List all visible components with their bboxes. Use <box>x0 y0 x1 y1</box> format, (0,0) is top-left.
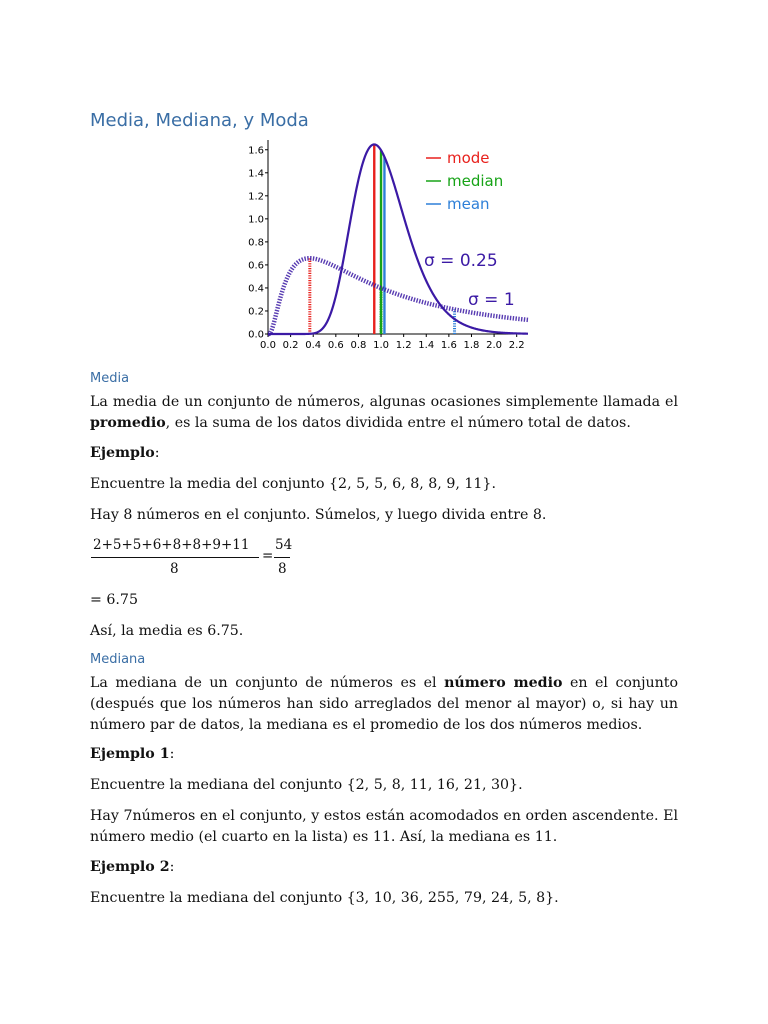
fraction2-bar <box>274 557 290 558</box>
media-conclusion: Así, la media es 6.75. <box>90 623 244 639</box>
x-tick-label: 1.2 <box>395 340 412 351</box>
media-example-question: Encuentre la media del conjunto {2, 5, 5, 6, 8, 8, 9, 11}. <box>90 476 496 492</box>
legend-label-mode: mode <box>447 149 490 167</box>
x-tick-label: 1.4 <box>418 340 435 351</box>
mediana-example1-label: Ejemplo 1: <box>90 746 175 762</box>
fraction-numerator: 2+5+5+6+8+8+9+11 <box>93 537 250 553</box>
x-tick-label: 1.0 <box>373 340 389 351</box>
fraction-equals: = <box>262 548 274 564</box>
legend-label-median: median <box>447 172 504 190</box>
media-example-instruction: Hay 8 números en el conjunto. Súmelos, y luego divida entre 8. <box>90 507 547 523</box>
mediana-example1-explanation: Hay 7números en el conjunto, y estos están acomodados en orden ascendente. El número medio (el cuarto en la lista) es 11. Así, la mediana es 11. <box>90 808 678 845</box>
x-tick-label: 0.6 <box>327 340 344 351</box>
x-tick-label: 2.0 <box>486 340 503 351</box>
curve-label-sigma-025: σ = 0.25 <box>424 251 498 271</box>
sum-fraction <box>90 536 300 584</box>
x-tick-label: 1.8 <box>463 340 480 351</box>
mediana-example1-question: Encuentre la mediana del conjunto {2, 5, 8, 11, 16, 21, 30}. <box>90 777 523 793</box>
y-tick-label: 0.2 <box>248 306 264 318</box>
x-tick-label: 0.4 <box>305 340 322 351</box>
fraction-bar <box>91 557 259 558</box>
x-tick-label: 2.2 <box>508 340 525 351</box>
y-tick-label: 0.6 <box>248 260 264 272</box>
y-tick-label: 0.8 <box>248 237 264 249</box>
media-result: = 6.75 <box>90 592 138 608</box>
media-definition: La media de un conjunto de números, algunas ocasiones simplemente llamada el promedio, es la suma de los datos dividida entre el número total de datos. <box>90 394 678 431</box>
media-example-label: Ejemplo: <box>90 445 160 461</box>
y-tick-label: 1.6 <box>248 145 264 157</box>
mediana-example2-question: Encuentre la mediana del conjunto {3, 10, 36, 255, 79, 24, 5, 8}. <box>90 890 559 906</box>
x-tick-label: 1.6 <box>440 340 457 351</box>
y-tick-label: 0.4 <box>248 283 264 295</box>
y-tick-label: 1.2 <box>248 191 264 203</box>
mediana-example2-label: Ejemplo 2: <box>90 859 175 875</box>
lognormal-chart <box>240 138 530 356</box>
legend-label-mean: mean <box>447 195 490 213</box>
mediana-definition: La mediana de un conjunto de números es el número medio en el conjunto (después que los números han sido arreglados del menor al mayor) o, si hay un número par de datos, la mediana es el promedio de los dos números medios. <box>90 675 678 733</box>
y-tick-label: 1.0 <box>248 214 264 226</box>
fraction-denominator: 8 <box>170 561 179 577</box>
fraction2-numerator: 54 <box>275 537 293 553</box>
section-heading-media: Media <box>90 371 130 386</box>
y-tick-label: 0.0 <box>248 329 264 341</box>
curve-label-sigma-1: σ = 1 <box>468 290 515 310</box>
section-heading-mediana: Mediana <box>90 652 146 667</box>
y-tick-label: 1.4 <box>248 168 264 180</box>
x-tick-label: 0.8 <box>350 340 367 351</box>
x-tick-label: 0.0 <box>260 340 276 351</box>
page-title: Media, Mediana, y Moda <box>90 110 309 131</box>
fraction2-denominator: 8 <box>278 561 287 577</box>
x-tick-label: 0.2 <box>282 340 299 351</box>
